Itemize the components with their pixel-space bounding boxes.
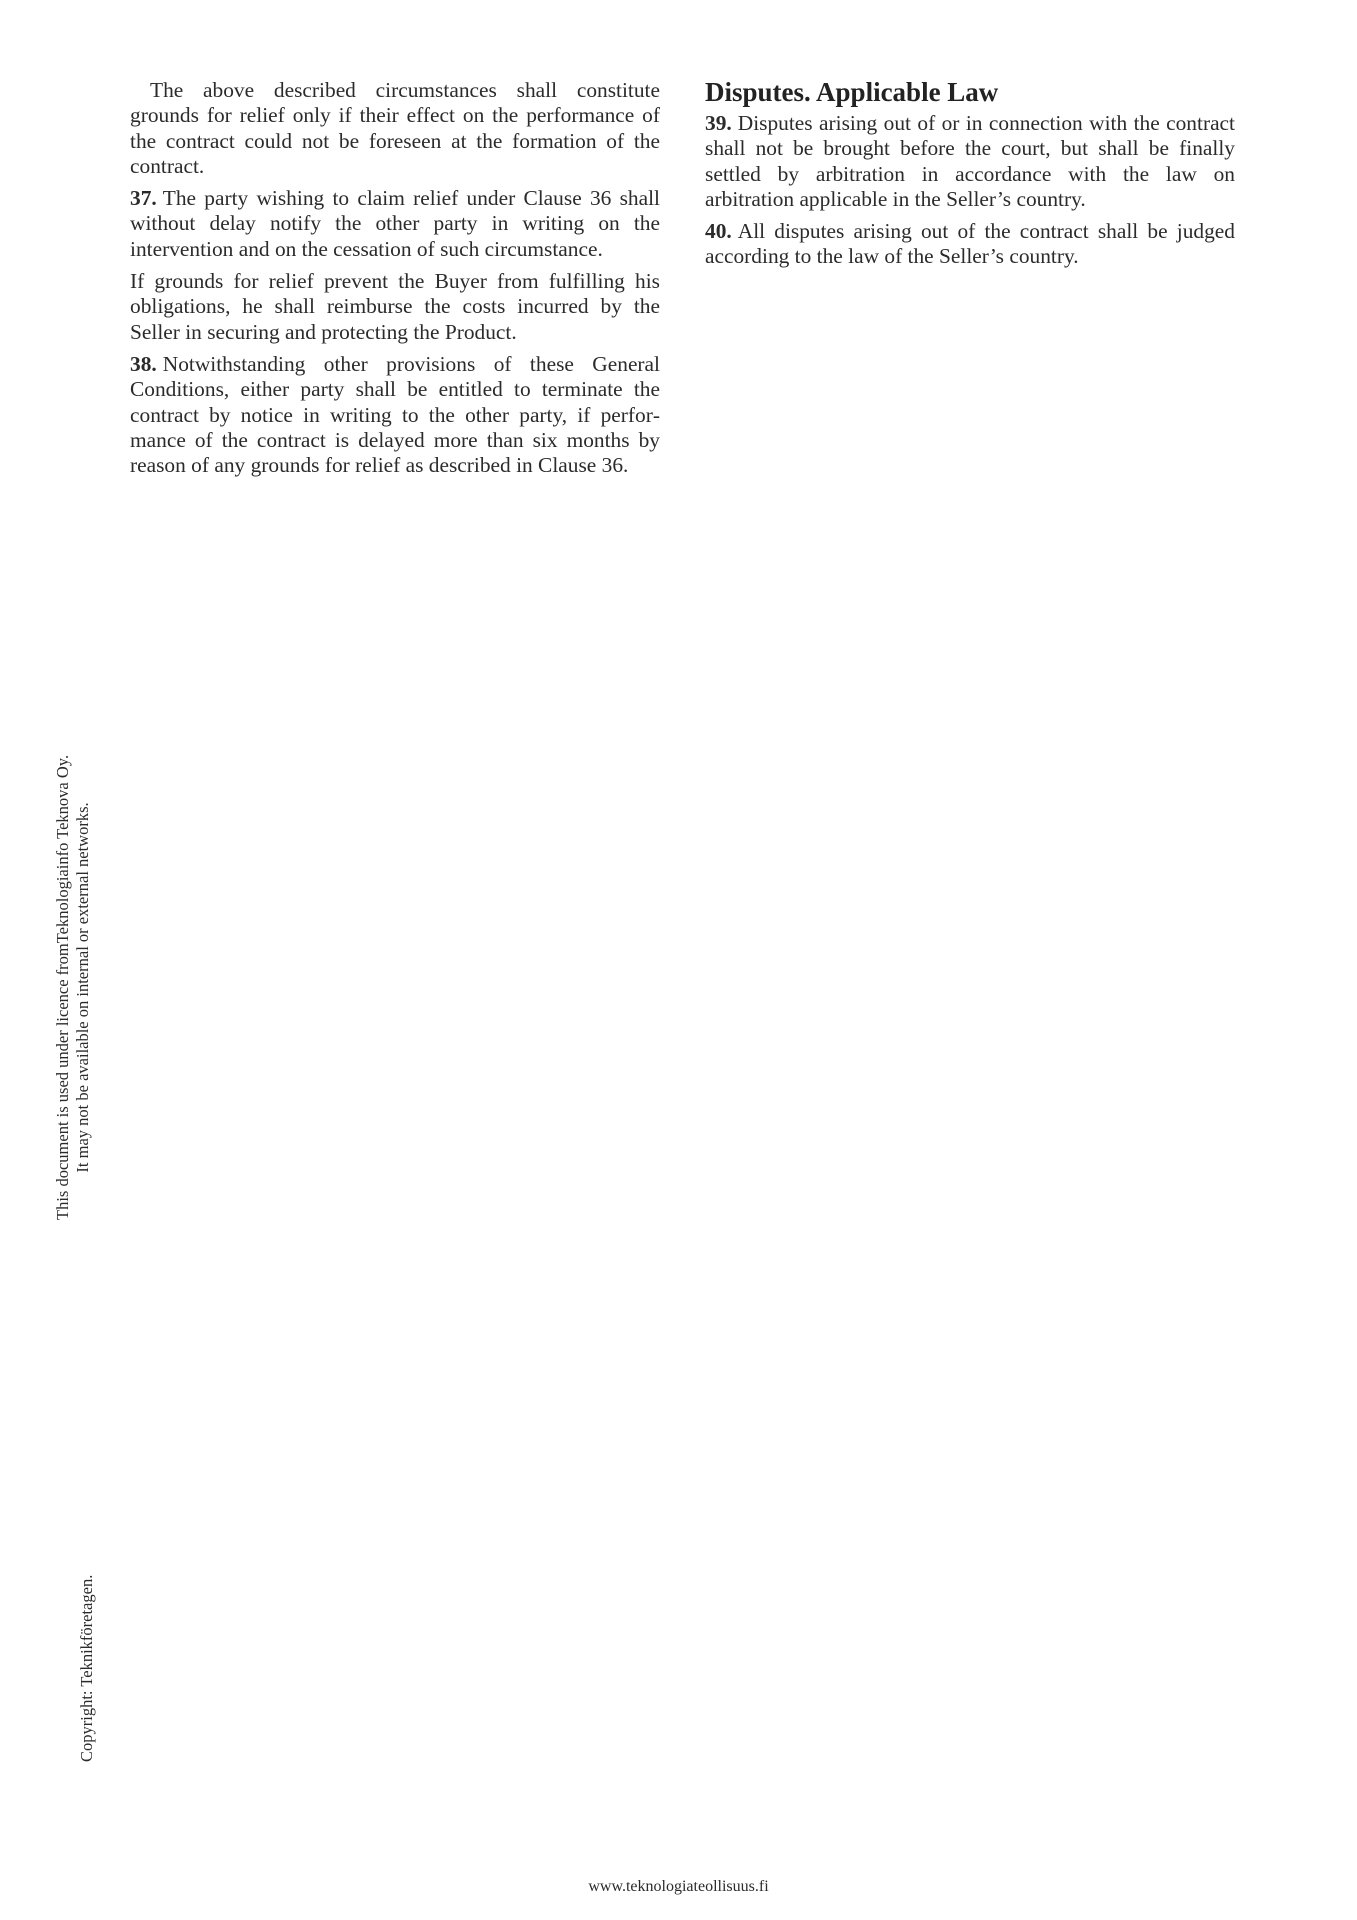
clause-39-text: Disputes arising out of or in connection with the contract shall not be brought before the court, but shall be finally settled by arbitration in accordance with the law on arbitration applicable in the Seller’s country. bbox=[705, 111, 1235, 211]
clause-40-number: 40. bbox=[705, 219, 732, 244]
relief-costs-paragraph: If grounds for relief prevent the Buyer from fulfilling his obligations, he shall reimburse the costs incurred by the Seller in securing and protecting the Product. bbox=[130, 269, 660, 344]
right-column bbox=[705, 77, 1235, 277]
licence-side-note bbox=[53, 755, 93, 1220]
copyright-side-note: Copyright: Teknikföretagen. bbox=[77, 1574, 96, 1762]
left-column bbox=[130, 78, 660, 485]
licence-line-1: This document is used under licence fromTeknologiainfo Teknova Oy. bbox=[53, 754, 72, 1220]
clause-38 bbox=[130, 352, 660, 478]
clause-38-number: 38. bbox=[130, 351, 157, 376]
intro-paragraph: The above described circumstances shall constitute grounds for relief only if their effect on the performance of the contract could not be foreseen at the formation of the contract. bbox=[130, 78, 660, 178]
clause-38-text: Notwithstanding other provisions of these General Conditions, either party shall be entitled to terminate the contract by notice in writing to the other party, if performance of the contract is delayed more than six months by reason of any grounds for relief as described in Clause 36. bbox=[130, 351, 660, 478]
footer-url: www.teknologiateollisuus.fi bbox=[588, 1878, 769, 1895]
section-heading: Disputes. Applicable Law bbox=[705, 77, 999, 107]
clause-40 bbox=[705, 219, 1235, 270]
clause-37-number: 37. bbox=[130, 186, 157, 211]
licence-line-2: It may not be available on internal or external networks. bbox=[73, 802, 92, 1173]
clause-40-text: All disputes arising out of the contract shall be judged according to the law of the Seller’s country. bbox=[705, 219, 1235, 269]
clause-37-text: The party wishing to claim relief under Clause 36 shall without delay notify the other party in writing on the intervention and on the cessation of such circumstance. bbox=[130, 186, 660, 261]
clause-39-number: 39. bbox=[705, 111, 732, 135]
clause-39 bbox=[705, 111, 1235, 212]
clause-37 bbox=[130, 186, 660, 262]
